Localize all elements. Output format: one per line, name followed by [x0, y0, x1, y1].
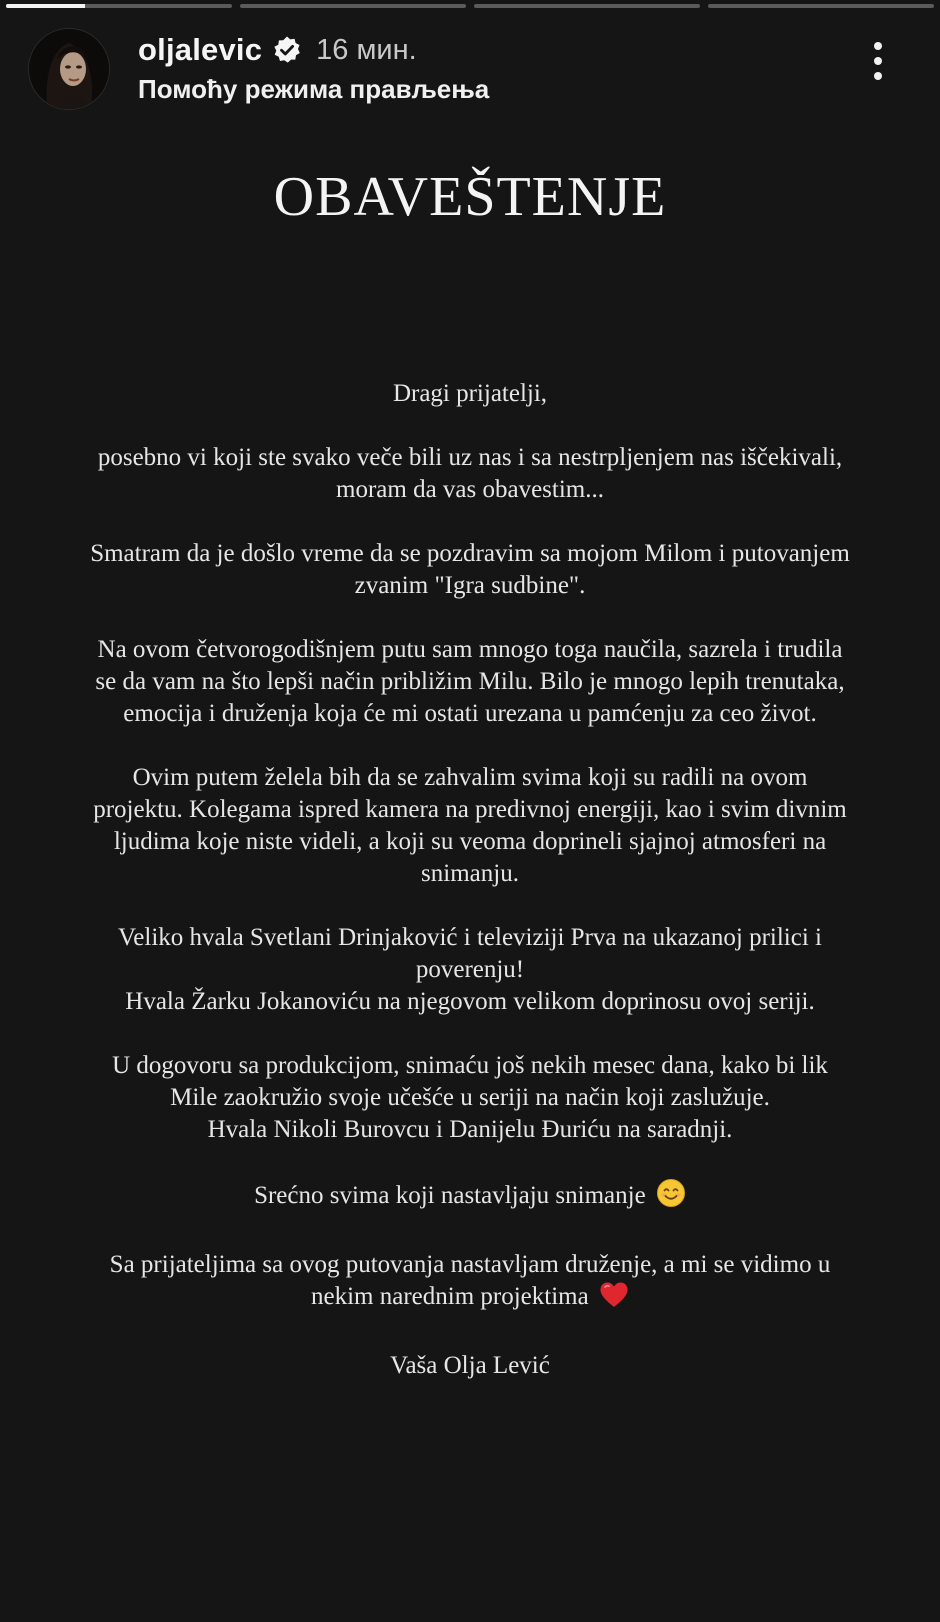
body-text-line: ljudima koje niste videli, a koji su veoma doprineli sjajnoj atmosferi na	[113, 828, 827, 855]
body-text-line: Sa prijateljima sa ovog putovanja nastavljam druženje, a mi se vidimo u	[109, 1251, 831, 1278]
story-progress-bar	[6, 4, 934, 8]
body-paragraph	[22, 538, 918, 602]
body-paragraph	[22, 1178, 918, 1217]
body-text-line: snimanju.	[421, 860, 519, 887]
body-text-line: nekim narednim projektima	[22, 1281, 918, 1318]
story-segment	[6, 4, 232, 8]
verified-badge-icon	[272, 35, 302, 65]
body-text-line: Ovim putem želela bih da se zahvalim svima koji su radili na ovom	[132, 764, 808, 791]
story-content	[0, 150, 940, 1414]
post-time: 16 мин.	[316, 33, 417, 66]
body-paragraph	[22, 378, 918, 410]
body-text-line: Dragi prijatelji,	[392, 380, 548, 407]
story-header	[28, 28, 912, 112]
body-text-line: zvanim "Igra sudbine".	[354, 572, 586, 599]
avatar[interactable]	[28, 28, 110, 110]
body-paragraph	[22, 1350, 918, 1382]
announcement-body	[0, 378, 940, 1382]
body-text-line: emocija i druženja koja će mi ostati urezana u pamćenju za ceo život.	[123, 700, 817, 727]
story-segment	[474, 4, 700, 8]
body-text-line: posebno vi koji ste svako veče bili uz nas i sa nestrpljenjem nas iščekivali,	[97, 444, 843, 471]
user-line	[138, 32, 417, 68]
username[interactable]: oljalevic	[138, 32, 263, 67]
body-text-line: poverenju!	[415, 956, 525, 983]
body-text-line: Veliko hvala Svetlani Drinjaković i televiziji Prva na ukazanoj prilici i	[118, 924, 822, 951]
body-paragraph	[22, 442, 918, 506]
story-segment	[240, 4, 466, 8]
red-heart-emoji-icon	[599, 1281, 629, 1318]
story-segment	[708, 4, 934, 8]
body-text-line: se da vam na što lepši način približim Milu. Bilo je mnogo lepih trenutaka,	[95, 668, 845, 695]
body-text-line: Srećno svima koji nastavljaju snimanje	[22, 1178, 918, 1217]
body-paragraph	[22, 1050, 918, 1146]
body-text-line: Vaša Olja Lević	[390, 1352, 550, 1379]
body-text-line: moram da vas obavestim...	[336, 476, 604, 503]
body-text-line: Smatram da je došlo vreme da se pozdravim sa mojom Milom i putovanjem	[90, 540, 850, 567]
smiling-face-emoji-icon	[656, 1178, 686, 1217]
body-text-line: projektu. Kolegama ispred kamera na predivnoj energiji, kao i svim divnim	[93, 796, 847, 823]
body-paragraph	[22, 634, 918, 730]
body-text-line: Hvala Žarku Jokanoviću na njegovom velikom doprinosu ovoj seriji.	[125, 988, 815, 1015]
body-paragraph	[22, 762, 918, 890]
announcement-title: OBAVEŠTENJE	[273, 166, 667, 228]
body-text-line: U dogovoru sa produkcijom, snimaću još nekih mesec dana, kako bi lik	[112, 1052, 828, 1079]
body-paragraph	[22, 1249, 918, 1318]
more-vertical-icon[interactable]	[866, 42, 890, 86]
body-text-line: Na ovom četvorogodišnjem putu sam mnogo toga naučila, sazrela i trudila	[97, 636, 843, 663]
body-text-line: Mile zaokružio svoje učešće u seriji na način koji zaslužuje.	[170, 1084, 770, 1111]
body-text-line: Hvala Nikoli Burovcu i Danijelu Đuriću na saradnji.	[207, 1116, 733, 1143]
created-with-mode-label[interactable]: Помоћу режима прављења	[138, 74, 490, 104]
body-paragraph	[22, 922, 918, 1018]
